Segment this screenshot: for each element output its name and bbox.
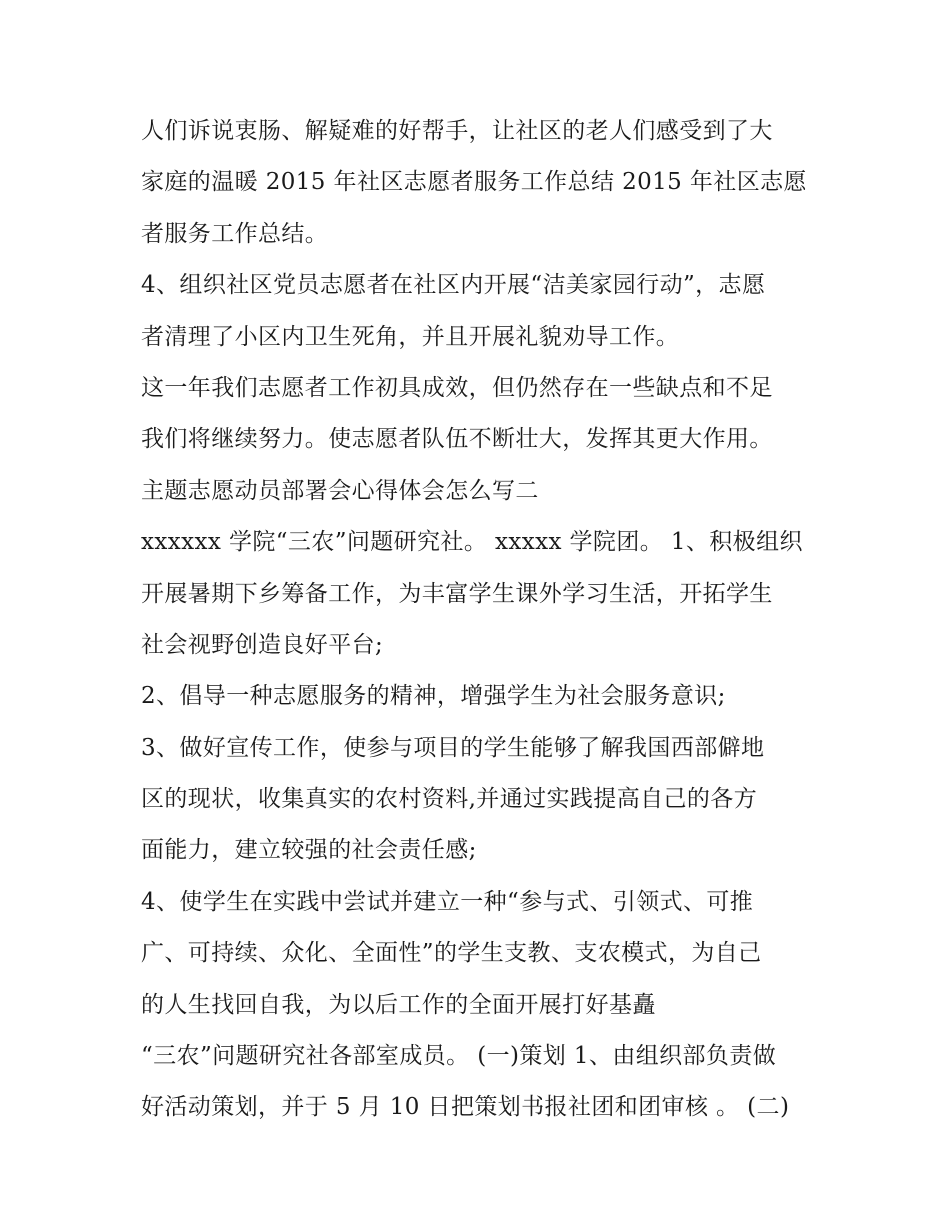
text-line: 3、做好宣传工作，使参与项目的学生能够了解我国西部僻地 bbox=[141, 734, 765, 761]
text-line: 2、倡导一种志愿服务的精神，增强学生为社会服务意识; bbox=[141, 683, 726, 710]
section-heading: 主题志愿动员部署会心得体会怎么写二 bbox=[141, 477, 539, 504]
text-line: 这一年我们志愿者工作初具成效，但仍然存在一些缺点和不足 bbox=[141, 374, 773, 401]
text-line: 面能力，建立较强的社会责任感; bbox=[141, 837, 477, 864]
text-line: 区的现状，收集真实的农村资料,并通过实践提高自己的各方 bbox=[141, 786, 758, 813]
text-line: 我们将继续努力。使志愿者队伍不断壮大，发挥其更大作用。 bbox=[141, 426, 773, 453]
text-line: 4、使学生在实践中尝试并建立一种“参与式、引领式、可推 bbox=[141, 888, 754, 915]
text-line: 4、组织社区党员志愿者在社区内开展“洁美家园行动”，志愿 bbox=[141, 272, 766, 299]
text-line: 开展暑期下乡筹备工作，为丰富学生课外学习生活，开拓学生 bbox=[141, 580, 773, 607]
text-line: 人们诉说衷肠、解疑难的好帮手，让社区的老人们感受到了大 bbox=[141, 118, 773, 144]
text-line: 的人生找回自我，为以后工作的全面开展打好基矗 bbox=[141, 991, 656, 1018]
text-line: 社会视野创造良好平台; bbox=[141, 631, 384, 658]
text-line: “三农”问题研究社各部室成员。 (一)策划 1、由组织部负责做 bbox=[141, 1043, 777, 1070]
text-line: 好活动策划，并于 5 月 10 日把策划书报社团和团审核 。 (二) bbox=[141, 1094, 790, 1121]
document-body bbox=[141, 106, 821, 1134]
text-line: xxxxxx 学院“三农”问题研究社。 xxxxx 学院团。 1、积极组织 bbox=[141, 529, 803, 556]
text-line: 者清理了小区内卫生死角，并且开展礼貌劝导工作。 bbox=[141, 323, 680, 350]
text-line: 家庭的温暖 2015 年社区志愿者服务工作总结 2015 年社区志愿 bbox=[141, 169, 807, 196]
text-line: 广、可持续、众化、全面性”的学生支教、支农模式，为自己 bbox=[141, 940, 762, 967]
text-line: 者服务工作总结。 bbox=[141, 220, 329, 247]
